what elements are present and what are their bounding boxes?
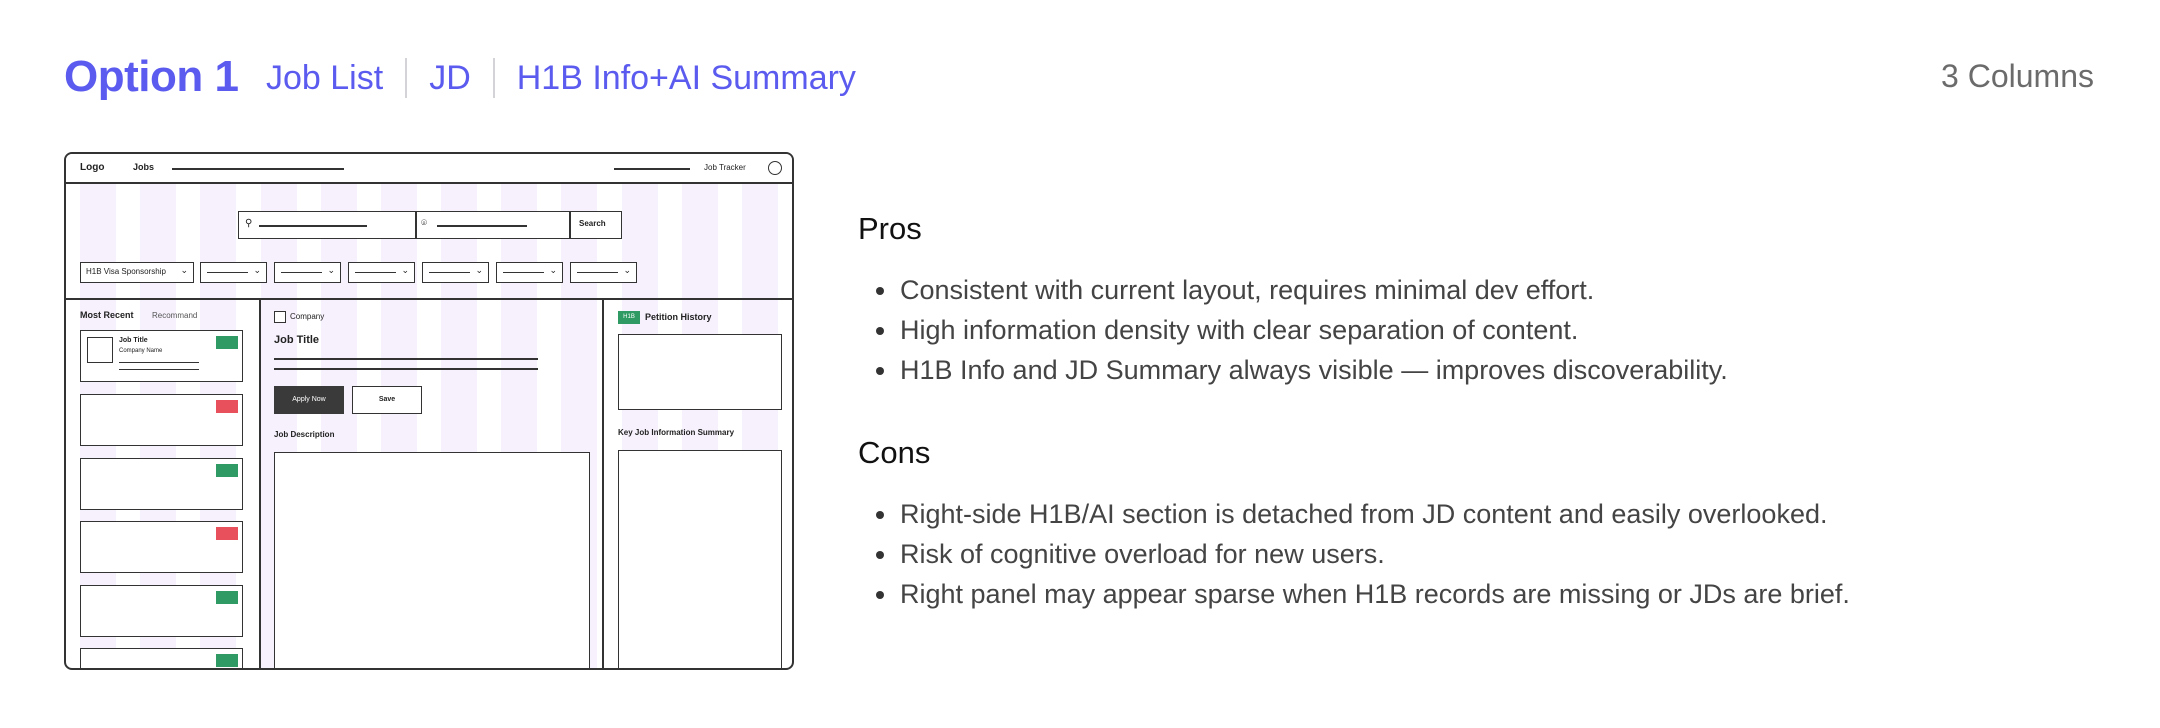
wf-job-card[interactable]: [80, 585, 243, 637]
wf-job-card[interactable]: [80, 394, 243, 446]
wf-card-job-title: Job Title: [119, 337, 148, 344]
chevron-down-icon: ⌄: [180, 265, 188, 275]
company-checkbox[interactable]: [274, 311, 286, 323]
search-icon: ⚲: [245, 218, 253, 229]
tab-divider: [405, 58, 407, 98]
wf-company-label: Company: [290, 312, 325, 321]
pros-item: Consistent with current layout, requires minimal dev effort.: [872, 270, 1728, 310]
h1b-status-tag: [216, 527, 238, 540]
tab-divider: [493, 58, 495, 98]
wf-petition-history-box: [618, 334, 782, 410]
chevron-down-icon: ⌄: [475, 265, 483, 275]
wf-logo: Logo: [80, 162, 105, 173]
wf-job-card[interactable]: [80, 458, 243, 510]
wf-nav-jobs[interactable]: Jobs: [133, 162, 155, 172]
cons-item: Right panel may appear sparse when H1B records are missing or JDs are brief.: [872, 574, 1850, 614]
columns-label: 3 Columns: [1941, 58, 2094, 94]
tab-h1b-ai-summary[interactable]: H1B Info+AI Summary: [516, 58, 856, 97]
h1b-status-tag: [216, 400, 238, 413]
wf-column-divider: [602, 298, 604, 668]
tab-bar: [266, 58, 856, 98]
h1b-status-tag: [216, 654, 238, 667]
company-logo-placeholder: [87, 337, 113, 363]
wf-job-description-box: [274, 452, 590, 670]
chevron-down-icon: ⌄: [253, 265, 261, 275]
wf-tab-recommand[interactable]: Recommand: [152, 311, 198, 320]
wf-job-card[interactable]: [80, 330, 243, 382]
wf-nav-placeholder: [614, 168, 690, 170]
wf-filter-dropdown[interactable]: [274, 262, 341, 283]
wf-job-tracker[interactable]: Job Tracker: [704, 163, 746, 172]
wireframe-mockup: [64, 152, 794, 670]
wf-key-summary-box: [618, 450, 782, 670]
pros-heading: Pros: [858, 211, 922, 246]
wf-card-company: Company Name: [119, 348, 163, 354]
wf-job-description-heading: Job Description: [274, 430, 335, 439]
chevron-down-icon: ⌄: [401, 265, 409, 275]
cons-item: Risk of cognitive overload for new users.: [872, 534, 1850, 574]
wf-filter-visa[interactable]: [80, 262, 194, 283]
tab-jd[interactable]: JD: [429, 58, 471, 97]
wf-job-title: Job Title: [274, 334, 320, 346]
chevron-down-icon: ⌄: [327, 265, 335, 275]
wf-search-button[interactable]: Search: [579, 219, 606, 228]
cons-list: [872, 494, 1850, 614]
wf-nav-placeholder: [172, 168, 344, 170]
wf-column-divider: [259, 298, 261, 668]
wf-filter-dropdown[interactable]: [348, 262, 415, 283]
h1b-status-tag: [216, 336, 238, 349]
wf-avatar-icon[interactable]: [768, 161, 782, 175]
wf-filter-dropdown[interactable]: [200, 262, 267, 283]
wf-job-card[interactable]: [80, 521, 243, 573]
option-title: Option 1: [64, 52, 239, 101]
wf-filter-dropdown[interactable]: [570, 262, 637, 283]
chevron-down-icon: ⌄: [623, 265, 631, 275]
wf-tab-most-recent[interactable]: Most Recent: [80, 310, 134, 320]
tab-job-list[interactable]: Job List: [266, 58, 384, 97]
wf-key-summary-heading: Key Job Information Summary: [618, 428, 735, 437]
pros-item: H1B Info and JD Summary always visible — improves discoverability.: [872, 350, 1728, 390]
wf-divider: [66, 298, 792, 300]
cons-heading: Cons: [858, 435, 931, 470]
wf-filter-label: H1B Visa Sponsorship: [86, 267, 166, 276]
pros-list: [872, 270, 1728, 390]
h1b-badge: H1B: [618, 311, 640, 324]
wf-filter-dropdown[interactable]: [422, 262, 489, 283]
wf-top-nav: [66, 154, 792, 184]
chevron-down-icon: ⌄: [549, 265, 557, 275]
h1b-status-tag: [216, 591, 238, 604]
apply-now-button[interactable]: Apply Now: [274, 386, 344, 414]
wf-filter-dropdown[interactable]: [496, 262, 563, 283]
wf-search-bar[interactable]: [238, 211, 622, 239]
save-button[interactable]: Save: [352, 386, 422, 414]
wf-job-card[interactable]: [80, 648, 243, 670]
cons-item: Right-side H1B/AI section is detached from JD content and easily overlooked.: [872, 494, 1850, 534]
wf-petition-history-heading: Petition History: [645, 312, 712, 322]
location-pin-icon: ⌾: [421, 218, 427, 229]
pros-item: High information density with clear separation of content.: [872, 310, 1728, 350]
h1b-status-tag: [216, 464, 238, 477]
